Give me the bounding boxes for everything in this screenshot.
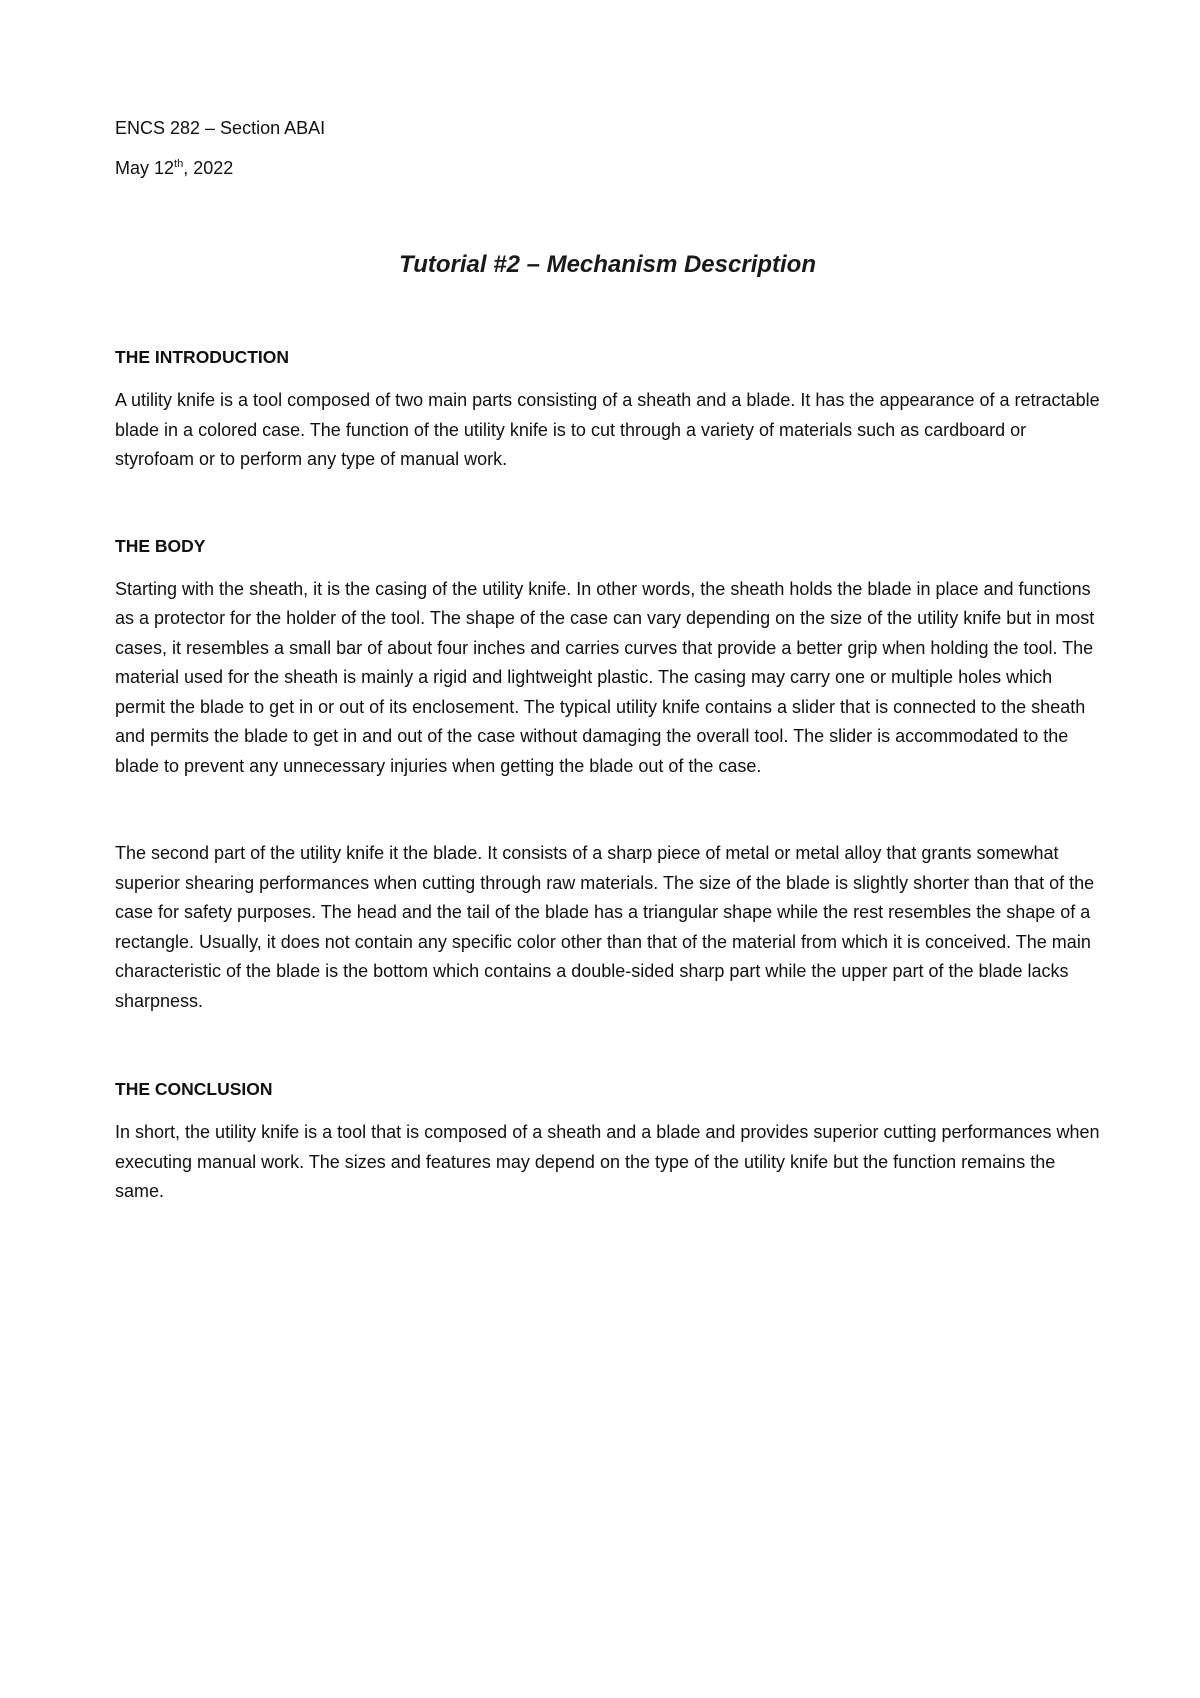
introduction-paragraph: A utility knife is a tool composed of two main parts consisting of a sheath and a blade. It has the appearance of a retractable blade in a colored case. The function of the utility knife is to cut through a variety of materials such as cardboard or styrofoam or to perform any type of manual work. [115, 390, 1100, 469]
document-content [115, 115, 1100, 1207]
introduction-heading: THE INTRODUCTION [115, 347, 290, 367]
body-heading: THE BODY [115, 535, 206, 556]
document-title: Tutorial #2 – Mechanism Description [398, 251, 816, 278]
date-line [115, 155, 1100, 181]
conclusion-heading: THE CONCLUSION [115, 1079, 273, 1099]
body-paragraph-sheath: Starting with the sheath, it is the casing of the utility knife. In other words, the sheath holds the blade in place and functions as a protector for the holder of the tool. The shape of the case can vary depending on the size of the utility knife but in most cases, it resembles a small bar of about four inches and carries curves that provide a better grip when holding the tool. The material used for the sheath is mainly a rigid and lightweight plastic. The casing may carry one or multiple holes which permit the blade to get in or out of its enclosement. The typical utility knife contains a slider that is connected to the sheath and permits the blade to get in and out of the case without damaging the overall tool. The slider is accommodated to the blade to prevent any unnecessary injuries when getting the blade out of the case. [115, 578, 1095, 776]
conclusion-paragraph: In short, the utility knife is a tool that is composed of a sheath and a blade and provides superior cutting performances when executing manual work. The sizes and features may depend on the type of the utility knife but the function remains the same. [115, 1122, 1100, 1201]
course-line: ENCS 282 – Section ABAI [115, 118, 326, 138]
date-month: May 12 [115, 158, 175, 178]
date-year: , 2022 [183, 158, 234, 178]
body-paragraph-blade: The second part of the utility knife it the blade. It consists of a sharp piece of metal or metal alloy that grants somewhat superior shearing performances when cutting through raw materials. The size of the blade is slightly shorter than that of the case for safety purposes. The head and the tail of the blade has a triangular shape while the rest resembles the shape of a rectangle. Usually, it does not contain any specific color other than that of the material from which it is conceived. The main characteristic of the blade is the bottom which contains a double-sided sharp part while the upper part of the blade lacks sharpness. [115, 843, 1095, 1011]
date-suffix: th [174, 158, 184, 170]
